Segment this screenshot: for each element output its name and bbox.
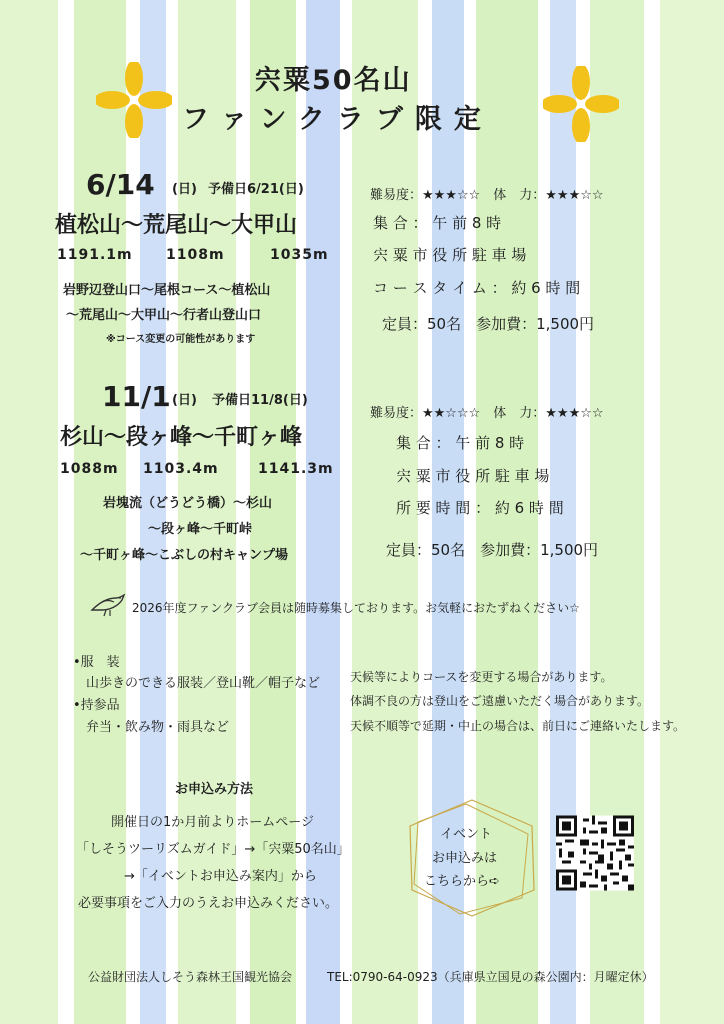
apply-line3: →「イベントお申込み案内」から — [124, 869, 317, 884]
event1-date: 6/14 — [86, 168, 155, 201]
event2-course-line2: 〜段ヶ峰〜千町峠 — [148, 522, 253, 537]
belongings-heading: •持参品 — [73, 698, 120, 713]
belongings-body: 弁当・飲み物・雨具など — [86, 720, 230, 735]
badge-line2[interactable]: お申込みは — [432, 851, 498, 866]
event2-date: 11/1 — [102, 380, 171, 413]
apply-title: お申込み方法 — [175, 782, 254, 797]
event2-meeting: 集 合 ： 午 前 8 時 — [396, 434, 525, 452]
apply-line2: 「しそうツーリズムガイド」→「宍粟50名山」 — [76, 842, 350, 857]
apply-line4: 必要事項をご入力のうえお申込みください。 — [78, 896, 339, 911]
event2-duration: 所 要 時 間 ： 約 6 時 間 — [396, 499, 564, 517]
event1-elevation-1: 1191.1m — [57, 247, 133, 263]
event1-difficulty: 難易度：★★★☆☆ 体 力：★★★☆☆ — [370, 188, 604, 203]
event1-meeting: 集 合 ： 午 前 8 時 — [373, 214, 502, 232]
notice-3: 天候不順等で延期・中止の場合は、前日にご連絡いたします。 — [350, 719, 686, 733]
event1-weekday: (日) — [172, 182, 197, 197]
event2-course-line3: 〜千町ヶ峰〜こぶしの村キャンプ場 — [80, 548, 289, 563]
event1-place: 宍 粟 市 役 所 駐 車 場 — [373, 246, 527, 264]
title-line2: ファンクラブ限定 — [182, 104, 493, 135]
event2-place: 宍 粟 市 役 所 駐 車 場 — [396, 467, 550, 485]
notice-1: 天候等によりコースを変更する場合があります。 — [350, 670, 613, 684]
event2-difficulty: 難易度：★★☆☆☆ 体 力：★★★☆☆ — [370, 406, 604, 421]
event2-weekday: (日) — [172, 393, 197, 408]
event2-capacity-fee: 定員：50名 参加費：1,500円 — [386, 541, 599, 559]
event1-route: 植松山〜荒尾山〜大甲山 — [55, 213, 298, 238]
apply-line1: 開催日の1か月前よりホームページ — [111, 815, 315, 830]
flower-icon-left — [96, 62, 172, 138]
event1-elevation-3: 1035m — [270, 247, 329, 263]
event2-elevation-1: 1088m — [60, 461, 119, 477]
footer-telephone: TEL:0790-64-0923（兵庫県立国見の森公園内：月曜定休） — [327, 970, 654, 984]
clothing-heading-text: 服 装 — [80, 655, 120, 670]
event2-elevation-3: 1141.3m — [258, 461, 334, 477]
notice-2: 体調不良の方は登山をご遠慮いただく場合があります。 — [350, 694, 650, 708]
clothing-heading: •服 装 — [73, 655, 120, 670]
title-line1: 宍粟50名山 — [254, 65, 412, 96]
event1-capacity-fee: 定員：50名 参加費：1,500円 — [382, 315, 595, 333]
recruit-message: 2026年度ファンクラブ会員は随時募集しております。お気軽におたずねください☆ — [132, 601, 580, 615]
belongings-heading-text: 持参品 — [80, 698, 120, 713]
event1-course-line2: 〜荒尾山〜大甲山〜行者山登山口 — [66, 308, 262, 323]
event1-note: ※コース変更の可能性があります — [106, 334, 256, 345]
event2-backup-date: 予備日11/8(日) — [212, 393, 308, 408]
event2-route: 杉山〜段ヶ峰〜千町ヶ峰 — [60, 425, 303, 450]
event1-course-time: コ ー ス タ イ ム ： 約 6 時 間 — [373, 279, 581, 297]
event2-course-line1: 岩塊流（どうどう橋）〜杉山 — [103, 496, 273, 511]
qr-code-icon[interactable] — [556, 815, 634, 891]
footer-organization: 公益財団法人しそう森林王国観光協会 — [88, 970, 293, 984]
clothing-body: 山歩きのできる服装／登山靴／帽子など — [86, 676, 321, 691]
event2-elevation-2: 1103.4m — [143, 461, 219, 477]
event1-elevation-2: 1108m — [166, 247, 225, 263]
badge-line3[interactable]: こちらから➪ — [424, 874, 500, 889]
event1-course-line1: 岩野辺登山口〜尾根コース〜植松山 — [63, 283, 271, 298]
event1-backup-date: 予備日6/21(日) — [208, 182, 304, 197]
badge-line1[interactable]: イベント — [440, 827, 493, 842]
bird-icon — [88, 590, 128, 618]
flower-icon-right — [543, 66, 619, 142]
